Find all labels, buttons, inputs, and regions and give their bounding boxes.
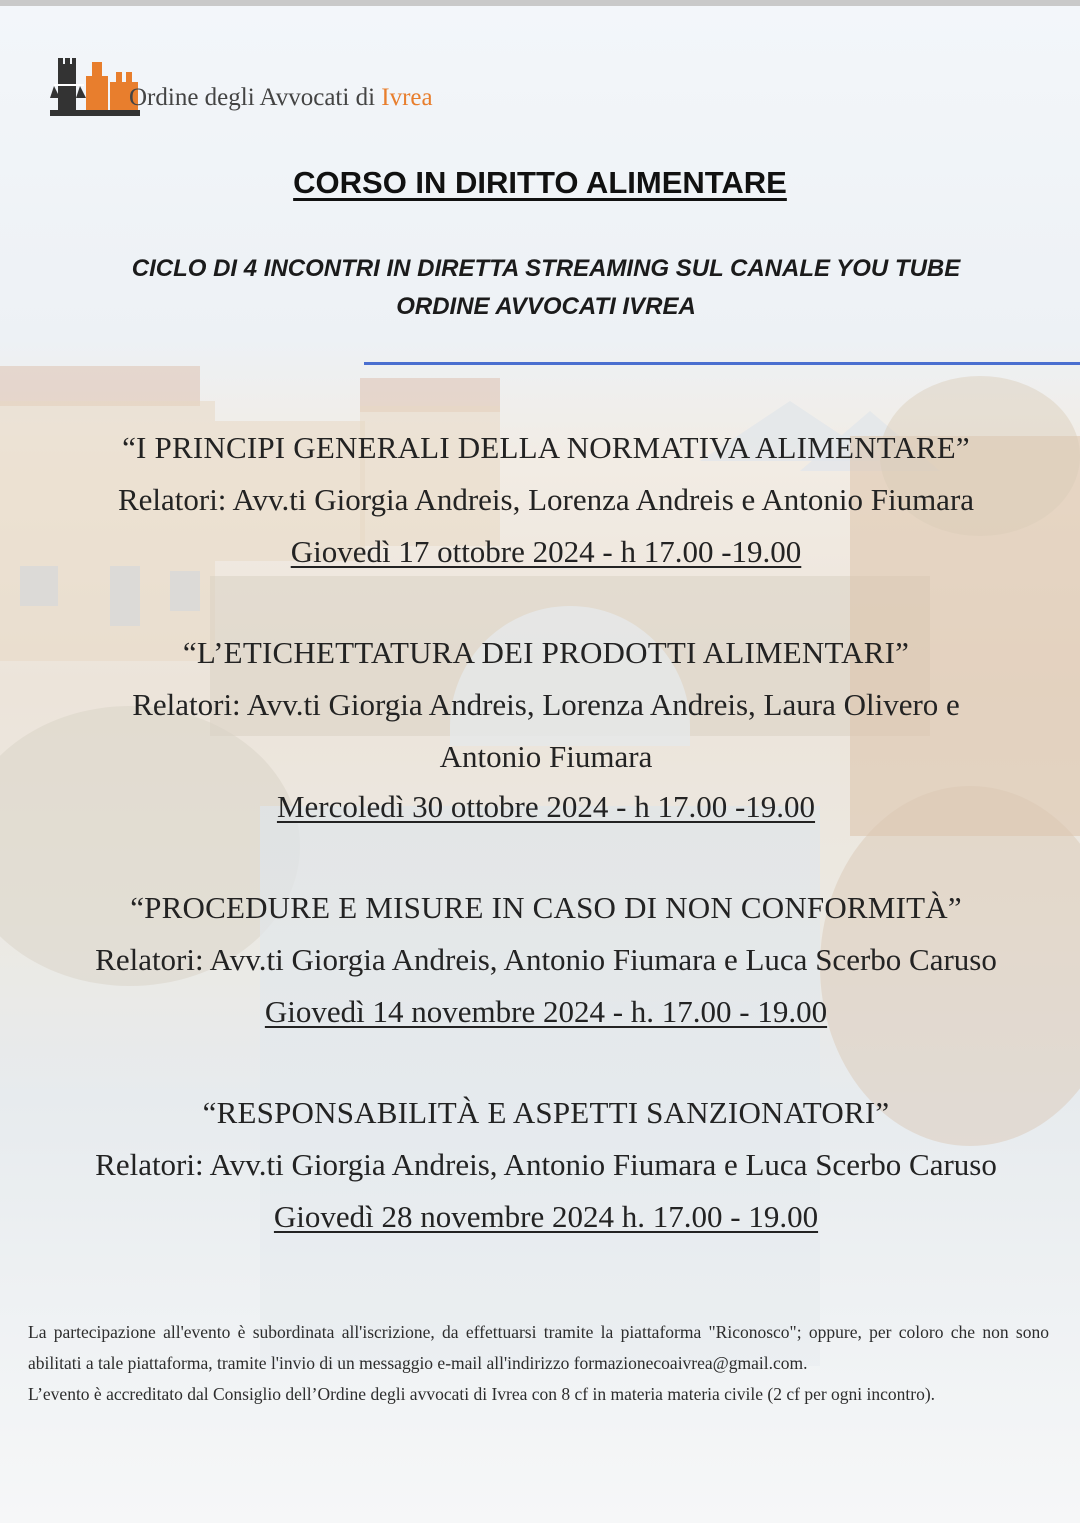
subtitle-line-1: CICLO DI 4 INCONTRI IN DIRETTA STREAMING SUL CANALE YOU TUBE: [131, 255, 961, 282]
event-1-date: Giovedì 17 ottobre 2024 - h 17.00 -19.00: [290, 534, 802, 569]
course-title: CORSO IN DIRITTO ALIMENTARE: [293, 165, 787, 200]
event-3-date: Giovedì 14 novembre 2024 - h. 17.00 - 19.00: [264, 994, 828, 1029]
logo-text: Ordine degli Avvocati di Ivrea: [129, 84, 433, 111]
event-1-speakers: Relatori: Avv.ti Giorgia Andreis, Lorenza Andreis e Antonio Fiumara: [117, 482, 975, 517]
footer-accreditation-paragraph: L’evento è accreditato dal Consiglio dell’Ordine degli avvocati di Ivrea con 8 cf in materia materia civile (2 cf per ogni incontro).: [28, 1384, 936, 1404]
event-3-title: “PROCEDURE E MISURE IN CASO DI NON CONFORMITÀ”: [130, 890, 962, 925]
event-2-speakers-line-1: Relatori: Avv.ti Giorgia Andreis, Lorenza Andreis, Laura Olivero e: [132, 687, 960, 722]
footer-notes: [28, 1317, 1049, 1410]
event-4-speakers: Relatori: Avv.ti Giorgia Andreis, Antonio Fiumara e Luca Scerbo Caruso: [95, 1147, 997, 1182]
event-4-title: “RESPONSABILITÀ E ASPETTI SANZIONATORI”: [202, 1095, 890, 1130]
divider-line: [364, 362, 1080, 365]
law-order-logo-icon: [50, 54, 140, 120]
event-3-speakers: Relatori: Avv.ti Giorgia Andreis, Antonio Fiumara e Luca Scerbo Caruso: [95, 942, 997, 977]
event-2-date: Mercoledì 30 ottobre 2024 - h 17.00 -19.00: [276, 789, 816, 824]
event-2-title: “L’ETICHETTATURA DEI PRODOTTI ALIMENTARI”: [182, 635, 910, 670]
subtitle-line-2: ORDINE AVVOCATI IVREA: [396, 293, 696, 320]
logo-text-accent: Ivrea: [381, 84, 433, 111]
event-4-date: Giovedì 28 novembre 2024 h. 17.00 - 19.00: [273, 1199, 819, 1234]
event-2-speakers-line-2: Antonio Fiumara: [439, 739, 653, 774]
event-1-title: “I PRINCIPI GENERALI DELLA NORMATIVA ALIMENTARE”: [122, 430, 970, 465]
footer-registration-paragraph: La partecipazione all'evento è subordinata all'iscrizione, da effettuarsi tramite la piattaforma "Riconosco"; oppure, per coloro che non sono abilitati a tale piattaforma, tramite l'invio di un messaggio e-mail all'indirizzo formazionecoaivrea@gmail.com.: [28, 1322, 1049, 1373]
